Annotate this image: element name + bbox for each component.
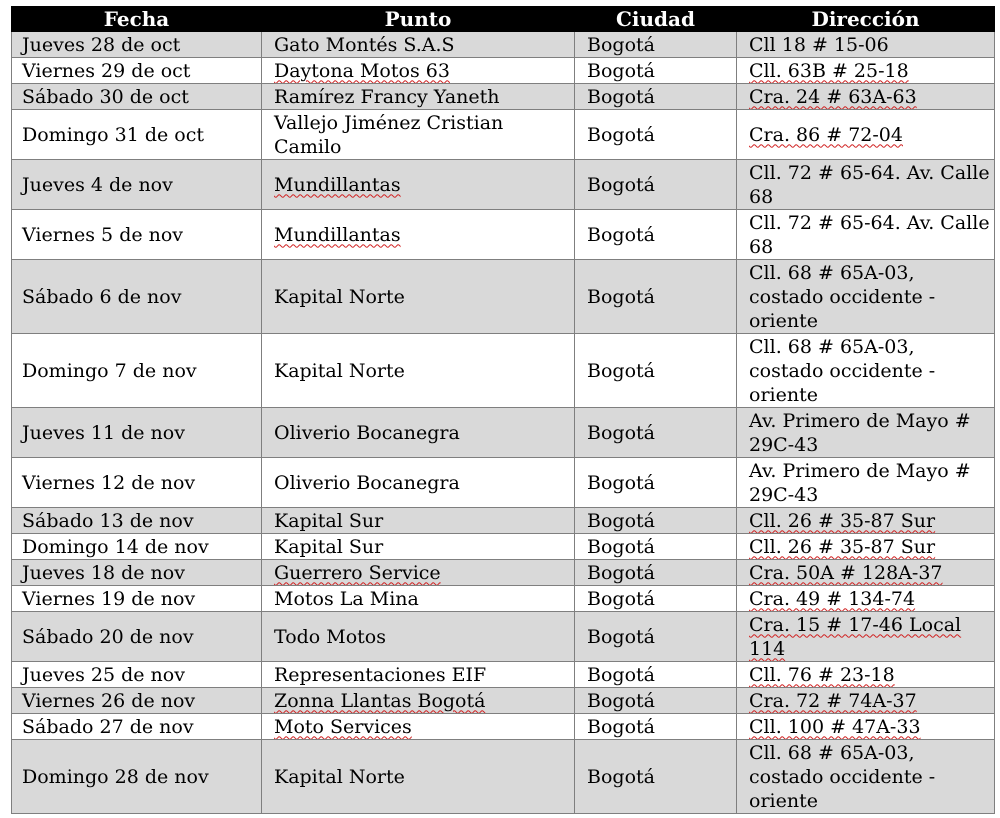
cell-ciudad: Bogotá <box>575 508 737 534</box>
table-row <box>12 534 995 560</box>
cell-fecha: Jueves 4 de nov <box>12 160 262 210</box>
cell-direccion <box>737 612 995 662</box>
cell-ciudad: Bogotá <box>575 560 737 586</box>
cell-direccion: Av. Primero de Mayo # 29C-43 <box>737 458 995 508</box>
cell-punto: Motos La Mina <box>262 586 575 612</box>
table-row <box>12 508 995 534</box>
header-punto: Punto <box>262 7 575 32</box>
cell-direccion: Cll 18 # 15-06 <box>737 32 995 58</box>
cell-fecha: Viernes 12 de nov <box>12 458 262 508</box>
cell-direccion <box>737 662 995 688</box>
cell-ciudad: Bogotá <box>575 334 737 408</box>
cell-punto: Gato Montés S.A.S <box>262 32 575 58</box>
cell-punto: Kapital Sur <box>262 508 575 534</box>
cell-punto: Kapital Norte <box>262 740 575 814</box>
cell-punto <box>262 210 575 260</box>
spellcheck-text: Moto Services <box>274 715 412 738</box>
table-row <box>12 688 995 714</box>
spellcheck-text: Daytona Motos 63 <box>274 59 450 82</box>
cell-punto <box>262 560 575 586</box>
cell-direccion <box>737 688 995 714</box>
header-fecha: Fecha <box>12 7 262 32</box>
cell-fecha: Sábado 13 de nov <box>12 508 262 534</box>
cell-ciudad: Bogotá <box>575 160 737 210</box>
spellcheck-text: Cra. 15 # 17-46 Local 114 <box>749 613 962 660</box>
spellcheck-text: Cll. 63B # 25-18 <box>749 59 909 82</box>
table-row <box>12 586 995 612</box>
cell-punto <box>262 160 575 210</box>
table-row <box>12 612 995 662</box>
table-row <box>12 32 995 58</box>
cell-punto <box>262 714 575 740</box>
header-ciudad: Ciudad <box>575 7 737 32</box>
cell-ciudad: Bogotá <box>575 210 737 260</box>
spellcheck-text: Cll. 76 # 23-18 <box>749 663 895 686</box>
cell-punto <box>262 58 575 84</box>
table-row <box>12 58 995 84</box>
spellcheck-text: Cra. 49 # 134-74 <box>749 587 916 610</box>
cell-direccion <box>737 110 995 160</box>
header-direccion: Dirección <box>737 7 995 32</box>
table-row <box>12 740 995 814</box>
cell-direccion <box>737 714 995 740</box>
table-row <box>12 110 995 160</box>
cell-ciudad: Bogotá <box>575 58 737 84</box>
cell-fecha: Jueves 28 de oct <box>12 32 262 58</box>
cell-direccion: Cll. 72 # 65-64. Av. Calle 68 <box>737 210 995 260</box>
spellcheck-text: Cra. 72 # 74A-37 <box>749 689 917 712</box>
cell-direccion <box>737 508 995 534</box>
cell-fecha: Sábado 20 de nov <box>12 612 262 662</box>
cell-fecha: Viernes 26 de nov <box>12 688 262 714</box>
cell-punto: Ramírez Francy Yaneth <box>262 84 575 110</box>
cell-direccion: Av. Primero de Mayo # 29C-43 <box>737 408 995 458</box>
cell-ciudad: Bogotá <box>575 408 737 458</box>
cell-direccion <box>737 534 995 560</box>
cell-fecha: Domingo 7 de nov <box>12 334 262 408</box>
cell-ciudad: Bogotá <box>575 662 737 688</box>
spellcheck-text: Cll. 26 # 35-87 Sur <box>749 535 936 558</box>
cell-direccion <box>737 58 995 84</box>
table-row <box>12 84 995 110</box>
spellcheck-text: Guerrero Service <box>274 561 441 584</box>
cell-ciudad: Bogotá <box>575 688 737 714</box>
spellcheck-text: Cll. 26 # 35-87 Sur <box>749 509 936 532</box>
cell-direccion: Cll. 68 # 65A-03, costado occidente - oriente <box>737 260 995 334</box>
cell-ciudad: Bogotá <box>575 458 737 508</box>
cell-ciudad: Bogotá <box>575 260 737 334</box>
cell-punto: Oliverio Bocanegra <box>262 458 575 508</box>
spellcheck-text: Zonna Llantas Bogotá <box>274 689 486 712</box>
spellcheck-text: Mundillantas <box>274 173 401 196</box>
cell-direccion <box>737 84 995 110</box>
cell-fecha: Jueves 25 de nov <box>12 662 262 688</box>
cell-direccion: Cll. 68 # 65A-03, costado occidente - oriente <box>737 334 995 408</box>
cell-fecha: Jueves 18 de nov <box>12 560 262 586</box>
schedule-table-container <box>11 6 994 814</box>
spellcheck-text: Cra. 50A # 128A-37 <box>749 561 943 584</box>
cell-fecha: Domingo 28 de nov <box>12 740 262 814</box>
cell-punto: Representaciones EIF <box>262 662 575 688</box>
cell-ciudad: Bogotá <box>575 84 737 110</box>
spellcheck-text: Cll. 100 # 47A-33 <box>749 715 921 738</box>
cell-direccion: Cll. 68 # 65A-03, costado occidente - oriente <box>737 740 995 814</box>
cell-direccion <box>737 586 995 612</box>
cell-fecha: Jueves 11 de nov <box>12 408 262 458</box>
cell-fecha: Viernes 5 de nov <box>12 210 262 260</box>
table-row <box>12 160 995 210</box>
table-row <box>12 408 995 458</box>
cell-ciudad: Bogotá <box>575 32 737 58</box>
cell-ciudad: Bogotá <box>575 612 737 662</box>
cell-punto: Todo Motos <box>262 612 575 662</box>
spellcheck-text: Mundillantas <box>274 223 401 246</box>
cell-fecha: Sábado 30 de oct <box>12 84 262 110</box>
table-row <box>12 334 995 408</box>
cell-punto: Vallejo Jiménez Cristian Camilo <box>262 110 575 160</box>
cell-ciudad: Bogotá <box>575 586 737 612</box>
schedule-table <box>11 6 995 814</box>
cell-ciudad: Bogotá <box>575 110 737 160</box>
cell-direccion <box>737 560 995 586</box>
cell-ciudad: Bogotá <box>575 534 737 560</box>
table-row <box>12 458 995 508</box>
cell-direccion: Cll. 72 # 65-64. Av. Calle 68 <box>737 160 995 210</box>
table-row <box>12 714 995 740</box>
cell-fecha: Viernes 19 de nov <box>12 586 262 612</box>
cell-fecha: Viernes 29 de oct <box>12 58 262 84</box>
table-row <box>12 662 995 688</box>
cell-punto <box>262 688 575 714</box>
table-header-row <box>12 7 995 32</box>
table-row <box>12 260 995 334</box>
spellcheck-text: Cra. 86 # 72-04 <box>749 123 903 146</box>
cell-punto: Oliverio Bocanegra <box>262 408 575 458</box>
table-row <box>12 560 995 586</box>
spellcheck-text: Cra. 24 # 63A-63 <box>749 85 917 108</box>
cell-punto: Kapital Norte <box>262 334 575 408</box>
cell-punto: Kapital Norte <box>262 260 575 334</box>
cell-fecha: Sábado 6 de nov <box>12 260 262 334</box>
cell-fecha: Domingo 14 de nov <box>12 534 262 560</box>
cell-punto: Kapital Sur <box>262 534 575 560</box>
table-row <box>12 210 995 260</box>
cell-fecha: Domingo 31 de oct <box>12 110 262 160</box>
cell-fecha: Sábado 27 de nov <box>12 714 262 740</box>
cell-ciudad: Bogotá <box>575 740 737 814</box>
cell-ciudad: Bogotá <box>575 714 737 740</box>
